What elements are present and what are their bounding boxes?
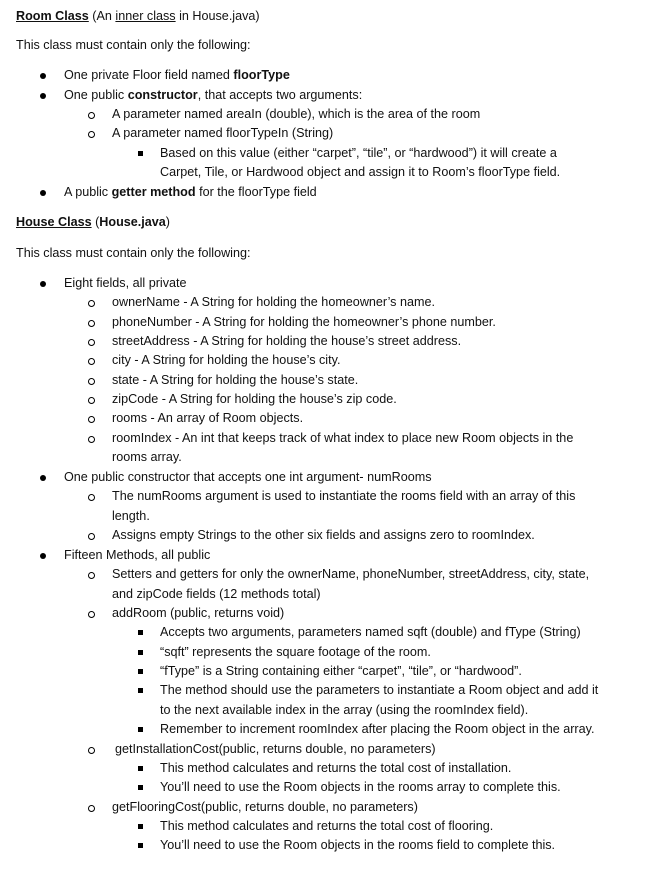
hollow-bullet-icon xyxy=(88,378,95,385)
add-room-detail-2: “sqft” represents the square footage of the room. xyxy=(160,645,431,659)
room-item-floor-field: One private Floor field named floorType xyxy=(64,68,290,82)
bullet-icon xyxy=(40,553,46,559)
field-zip-code: zipCode - A String for holding the house’s zip code. xyxy=(112,392,397,406)
room-item-constructor: One public constructor, that accepts two arguments: xyxy=(64,88,363,102)
room-item-getter: A public getter method for the floorType field xyxy=(64,185,317,199)
room-param-floortype: A parameter named floorTypeIn (String) xyxy=(112,126,334,140)
methods-setters-getters: Setters and getters for only the ownerName, phoneNumber, streetAddress, city, state, xyxy=(112,567,590,581)
method-get-installation-cost: getInstallationCost(public, returns double, no parameters) xyxy=(115,742,436,756)
room-param-area: A parameter named areaIn (double), which is the area of the room xyxy=(112,107,481,121)
add-room-detail-1: Accepts two arguments, parameters named sqft (double) and fType (String) xyxy=(160,625,581,639)
square-bullet-icon xyxy=(138,824,143,829)
ctor-detail-2: Assigns empty Strings to the other six fields and assigns zero to roomIndex. xyxy=(112,528,535,542)
hollow-bullet-icon xyxy=(88,112,95,119)
add-room-detail-4-cont: to the next available index in the array (using the roomIndex field). xyxy=(160,703,529,717)
hollow-bullet-icon xyxy=(88,131,95,138)
add-room-detail-4: The method should use the parameters to instantiate a Room object and add it xyxy=(160,683,599,697)
room-floortype-detail-1: Based on this value (either “carpet”, “tile”, or “hardwood”) it will create a xyxy=(160,146,557,160)
hollow-bullet-icon xyxy=(88,572,95,579)
flooring-detail-1: This method calculates and returns the total cost of flooring. xyxy=(160,819,494,833)
hollow-bullet-icon xyxy=(88,397,95,404)
house-item-constructor: One public constructor that accepts one int argument- numRooms xyxy=(64,470,432,484)
bullet-icon xyxy=(40,73,46,79)
square-bullet-icon xyxy=(138,669,143,674)
bullet-icon xyxy=(40,190,46,196)
field-owner-name: ownerName - A String for holding the homeowner’s name. xyxy=(112,295,435,309)
hollow-bullet-icon xyxy=(88,611,95,618)
hollow-bullet-icon xyxy=(88,300,95,307)
square-bullet-icon xyxy=(138,766,143,771)
hollow-bullet-icon xyxy=(88,747,95,754)
house-item-fields: Eight fields, all private xyxy=(64,276,187,290)
square-bullet-icon xyxy=(138,688,143,693)
field-room-index: roomIndex - An int that keeps track of what index to place new Room objects in the xyxy=(112,431,574,445)
square-bullet-icon xyxy=(138,650,143,655)
hollow-bullet-icon xyxy=(88,805,95,812)
square-bullet-icon xyxy=(138,151,143,156)
house-class-heading: House Class (House.java) xyxy=(16,215,170,229)
square-bullet-icon xyxy=(138,727,143,732)
ctor-detail-1: The numRooms argument is used to instantiate the rooms field with an array of this xyxy=(112,489,576,503)
hollow-bullet-icon xyxy=(88,533,95,540)
methods-setters-getters-cont: and zipCode fields (12 methods total) xyxy=(112,587,321,601)
square-bullet-icon xyxy=(138,785,143,790)
inner-class-term: inner class xyxy=(115,9,176,23)
room-intro: This class must contain only the following: xyxy=(16,38,251,52)
method-get-flooring-cost: getFlooringCost(public, returns double, no parameters) xyxy=(112,800,418,814)
field-state: state - A String for holding the house’s state. xyxy=(112,373,359,387)
hollow-bullet-icon xyxy=(88,416,95,423)
add-room-detail-3: “fType” is a String containing either “carpet”, “tile”, or “hardwood”. xyxy=(160,664,522,678)
method-add-room: addRoom (public, returns void) xyxy=(112,606,285,620)
ctor-detail-1-cont: length. xyxy=(112,509,150,523)
hollow-bullet-icon xyxy=(88,358,95,365)
add-room-detail-5: Remember to increment roomIndex after placing the Room object in the array. xyxy=(160,722,595,736)
field-city: city - A String for holding the house’s city. xyxy=(112,353,341,367)
room-class-heading: Room Class (An inner class in House.java) xyxy=(16,9,260,23)
bullet-icon xyxy=(40,475,46,481)
field-rooms: rooms - An array of Room objects. xyxy=(112,411,304,425)
house-intro: This class must contain only the following: xyxy=(16,246,251,260)
flooring-detail-2: You’ll need to use the Room objects in the rooms field to complete this. xyxy=(160,838,556,852)
hollow-bullet-icon xyxy=(88,339,95,346)
bullet-icon xyxy=(40,93,46,99)
field-street-address: streetAddress - A String for holding the house’s street address. xyxy=(112,334,462,348)
installation-detail-1: This method calculates and returns the total cost of installation. xyxy=(160,761,512,775)
hollow-bullet-icon xyxy=(88,320,95,327)
square-bullet-icon xyxy=(138,630,143,635)
hollow-bullet-icon xyxy=(88,494,95,501)
room-class-title: Room Class xyxy=(16,9,89,23)
square-bullet-icon xyxy=(138,843,143,848)
field-room-index-cont: rooms array. xyxy=(112,450,182,464)
installation-detail-2: You’ll need to use the Room objects in the rooms array to complete this. xyxy=(160,780,561,794)
hollow-bullet-icon xyxy=(88,436,95,443)
house-item-methods: Fifteen Methods, all public xyxy=(64,548,211,562)
field-phone-number: phoneNumber - A String for holding the homeowner’s phone number. xyxy=(112,315,496,329)
bullet-icon xyxy=(40,281,46,287)
room-floortype-detail-2: Carpet, Tile, or Hardwood object and assign it to Room’s floorType field. xyxy=(160,165,561,179)
house-class-title: House Class xyxy=(16,215,92,229)
